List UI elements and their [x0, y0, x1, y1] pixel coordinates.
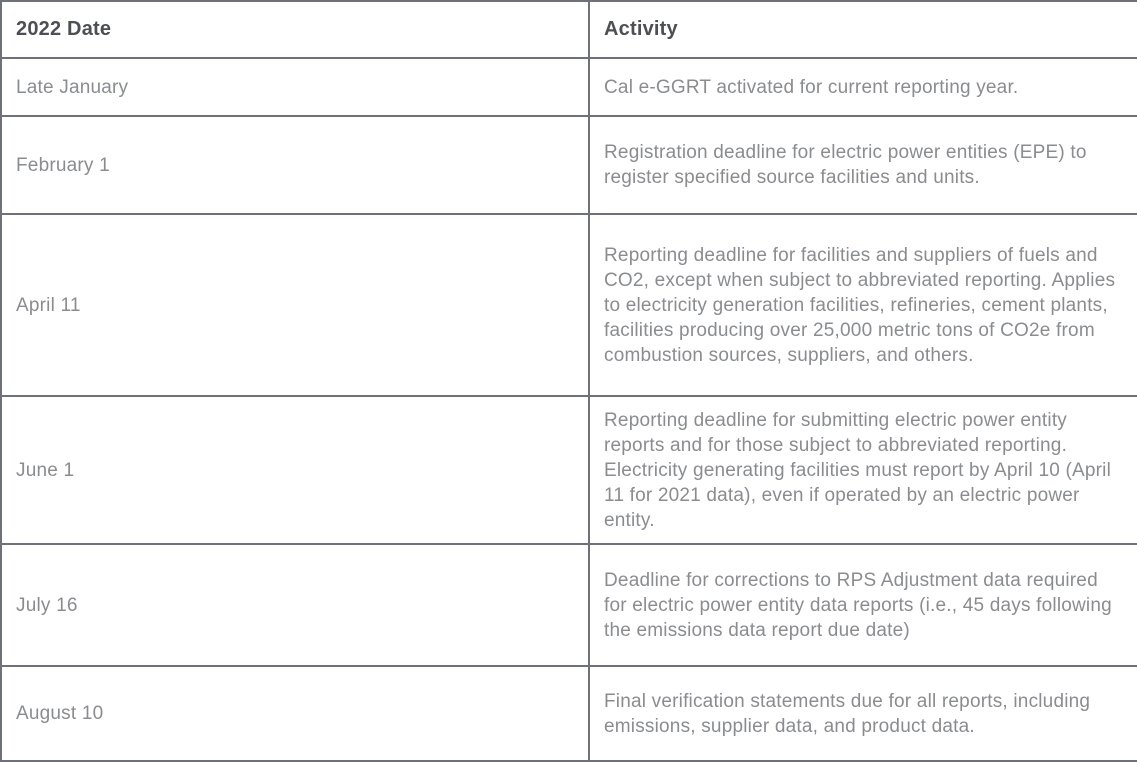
table-row: [1, 116, 1137, 214]
table-row: [1, 214, 1137, 396]
table-row: [1, 666, 1137, 761]
table-header-row: [1, 1, 1137, 58]
date-cell: August 10: [1, 666, 589, 761]
activity-cell: Deadline for corrections to RPS Adjustment data required for electric power entity data reports (i.e., 45 days following the emissions data report due date): [589, 544, 1137, 666]
activity-cell: Reporting deadline for submitting electric power entity reports and for those subject to abbreviated reporting. Electricity generating facilities must report by April 10 (April 11 for 2021 data), even if operated by an electric power entity.: [589, 396, 1137, 544]
activity-cell: Reporting deadline for facilities and suppliers of fuels and CO2, except when subject to abbreviated reporting. Applies to electricity generation facilities, refineries, cement plants, facilities producing over 25,000 metric tons of CO2e from combustion sources, suppliers, and others.: [589, 214, 1137, 396]
date-cell: Late January: [1, 58, 589, 116]
date-cell: February 1: [1, 116, 589, 214]
activity-cell: Cal e-GGRT activated for current reporting year.: [589, 58, 1137, 116]
table-row: [1, 58, 1137, 116]
table-row: [1, 544, 1137, 666]
date-cell: April 11: [1, 214, 589, 396]
date-cell: July 16: [1, 544, 589, 666]
table-row: [1, 396, 1137, 544]
column-header-activity: Activity: [589, 1, 1137, 58]
column-header-date: 2022 Date: [1, 1, 589, 58]
activity-cell: Registration deadline for electric power entities (EPE) to register specified source facilities and units.: [589, 116, 1137, 214]
date-cell: June 1: [1, 396, 589, 544]
activity-cell: Final verification statements due for all reports, including emissions, supplier data, and product data.: [589, 666, 1137, 761]
